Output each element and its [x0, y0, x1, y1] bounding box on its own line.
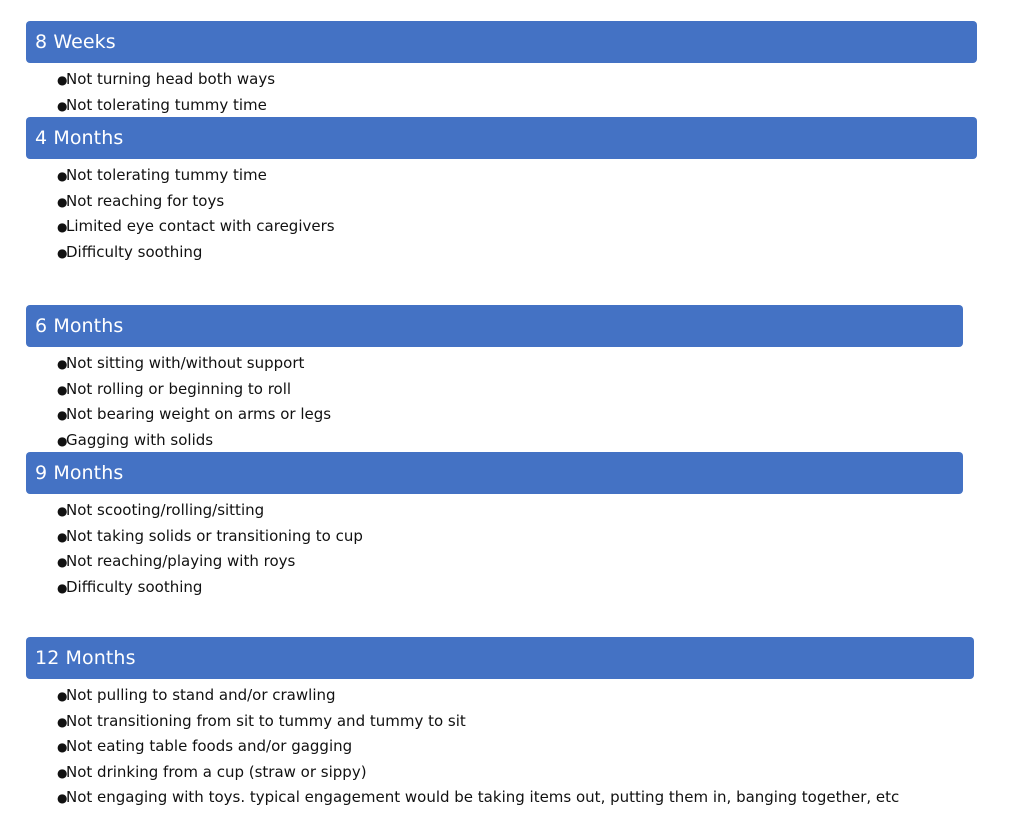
bullet-icon: ● — [57, 194, 68, 209]
bullet-icon: ● — [57, 169, 68, 183]
section-header: 9 Months — [26, 452, 963, 494]
milestone-list — [26, 494, 963, 600]
section-header: 8 Weeks — [26, 21, 977, 63]
milestone-list — [26, 347, 963, 453]
bullet-icon: ● — [57, 504, 68, 518]
bullet-icon: ● — [57, 529, 68, 544]
bullet-icon: ● — [57, 98, 68, 113]
bullet-icon: ● — [57, 433, 68, 448]
section-6-months — [26, 305, 963, 453]
bullet-icon: ● — [57, 580, 68, 595]
bullet-icon: ● — [57, 740, 68, 754]
milestone-list — [26, 679, 974, 811]
list-item: ●Gagging with solids — [57, 428, 963, 454]
bullet-icon: ● — [57, 714, 68, 729]
list-item: ●Not tolerating tummy time — [57, 163, 977, 189]
list-item: ●Not pulling to stand and/or crawling — [57, 683, 974, 709]
list-item: ●Not transitioning from sit to tummy and tummy to sit — [57, 709, 974, 735]
milestone-list — [26, 159, 977, 265]
bullet-icon: ● — [57, 245, 68, 260]
bullet-icon: ● — [57, 382, 68, 397]
section-header: 12 Months — [26, 637, 974, 679]
bullet-icon: ● — [57, 689, 68, 703]
bullet-icon: ● — [57, 220, 68, 234]
bullet-icon: ● — [57, 765, 68, 780]
list-item: ●Not turning head both ways — [57, 67, 977, 93]
list-item: ●Difficulty soothing — [57, 575, 963, 601]
list-item: ●Not tolerating tummy time — [57, 93, 977, 119]
list-item: ●Not engaging with toys. typical engagement would be taking items out, putting them in, banging together, etc — [57, 785, 974, 811]
list-item: ●Not rolling or beginning to roll — [57, 377, 963, 403]
section-header: 4 Months — [26, 117, 977, 159]
bullet-icon: ● — [57, 408, 68, 422]
section-12-months — [26, 637, 974, 811]
list-item: ●Limited eye contact with caregivers — [57, 214, 977, 240]
list-item: ●Not eating table foods and/or gagging — [57, 734, 974, 760]
section-4-months — [26, 117, 977, 265]
list-item: ●Not reaching/playing with roys — [57, 549, 963, 575]
list-item: ●Not scooting/rolling/sitting — [57, 498, 963, 524]
list-item: ●Not reaching for toys — [57, 189, 977, 215]
bullet-icon: ● — [57, 73, 68, 87]
list-item: ●Difficulty soothing — [57, 240, 977, 266]
list-item: ●Not bearing weight on arms or legs — [57, 402, 963, 428]
bullet-icon: ● — [57, 791, 68, 805]
section-header: 6 Months — [26, 305, 963, 347]
list-item: ●Not drinking from a cup (straw or sippy) — [57, 760, 974, 786]
bullet-icon: ● — [57, 555, 68, 569]
section-8-weeks — [26, 21, 977, 118]
bullet-icon: ● — [57, 357, 68, 371]
milestone-list — [26, 63, 977, 118]
list-item: ●Not taking solids or transitioning to cup — [57, 524, 963, 550]
section-9-months — [26, 452, 963, 600]
list-item: ●Not sitting with/without support — [57, 351, 963, 377]
